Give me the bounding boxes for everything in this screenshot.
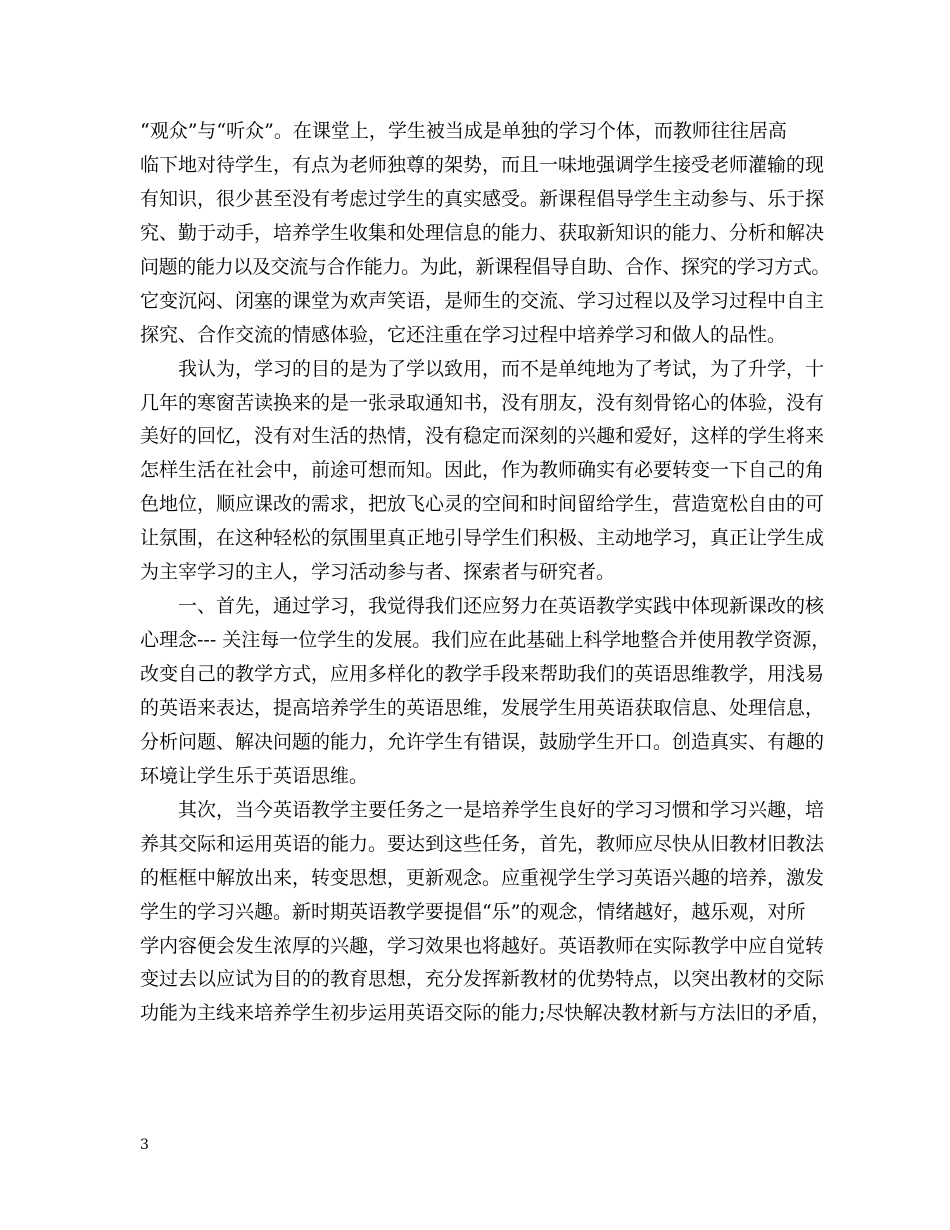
text-line: 美好的回忆，没有对生活的热情，没有稳定而深刻的兴趣和爱好，这样的学生将来 — [140, 425, 825, 448]
body-text — [140, 116, 830, 1032]
text-line: 一、首先，通过学习，我觉得我们还应努力在英语教学实践中体现新课改的核 — [140, 595, 825, 618]
text-line: 问题的能力以及交流与合作能力。为此，新课程倡导自助、合作、探究的学习方式。 — [140, 255, 831, 278]
text-line: 临下地对待学生，有点为老师独尊的架势，而且一味地强调学生接受老师灌输的现 — [140, 153, 825, 176]
text-line: 环境让学生乐于英语思维。 — [140, 764, 369, 787]
text-line: 分析问题、解决问题的能力，允许学生有错误，鼓励学生开口。创造真实、有趣的 — [140, 730, 825, 753]
text-line: 色地位，顺应课改的需求，把放飞心灵的空间和时间留给学生，营造宽松自由的可 — [140, 493, 825, 516]
text-line: 为主宰学习的主人，学习活动参与者、探索者与研究者。 — [140, 561, 616, 584]
text-line: 的框框中解放出来，转变思想，更新观念。应重视学生学习英语兴趣的培养，激发 — [140, 866, 825, 889]
page-number: 3 — [140, 1137, 149, 1153]
text-line: 变过去以应试为目的的教育思想，充分发挥新教材的优势特点，以突出教材的交际 — [140, 968, 825, 991]
text-line: 让氛围，在这种轻松的氛围里真正地引导学生们积极、主动地学习，真正让学生成 — [140, 527, 825, 550]
text-line: 我认为，学习的目的是为了学以致用，而不是单纯地为了考试，为了升学，十 — [140, 357, 825, 380]
text-line: 它变沉闷、闭塞的课堂为欢声笑语，是师生的交流、学习过程以及学习过程中自主 — [140, 289, 825, 312]
text-line: 有知识，很少甚至没有考虑过学生的真实感受。新课程倡导学生主动参与、乐于探 — [140, 187, 825, 210]
text-line: 究、勤于动手，培养学生收集和处理信息的能力、获取新知识的能力、分析和解决 — [140, 221, 825, 244]
text-line: 几年的寒窗苦读换来的是一张录取通知书，没有朋友，没有刻骨铭心的体验，没有 — [140, 391, 825, 414]
text-line: 探究、合作交流的情感体验，它还注重在学习过程中培养学习和做人的品性。 — [140, 323, 787, 346]
text-line: “观众”与“听众”。在课堂上，学生被当成是单独的学习个体，而教师往往居高 — [140, 120, 787, 142]
text-line: 学生的学习兴趣。新时期英语教学要提倡“乐”的观念，情绪越好，越乐观，对所 — [140, 900, 806, 923]
text-line: 心理念--- 关注每一位学生的发展。我们应在此基础上科学地整合并使用教学资源， — [140, 629, 831, 652]
text-line: 其次，当今英语教学主要任务之一是培养学生良好的学习习惯和学习兴趣，培 — [140, 798, 825, 821]
text-line: 改变自己的教学方式，应用多样化的教学手段来帮助我们的英语思维教学，用浅易 — [140, 663, 825, 685]
text-line: 怎样生活在社会中，前途可想而知。因此，作为教师确实有必要转变一下自己的角 — [140, 459, 825, 482]
text-line: 学内容便会发生浓厚的兴趣，学习效果也将越好。英语教师在实际教学中应自觉转 — [140, 934, 825, 957]
text-line: 功能为主线来培养学生初步运用英语交际的能力;尽快解决教材新与方法旧的矛盾， — [140, 1002, 831, 1025]
text-line: 的英语来表达，提高培养学生的英语思维，发展学生用英语获取信息、处理信息， — [140, 696, 825, 719]
text-line: 养其交际和运用英语的能力。要达到这些任务，首先，教师应尽快从旧教材旧教法 — [140, 832, 825, 855]
